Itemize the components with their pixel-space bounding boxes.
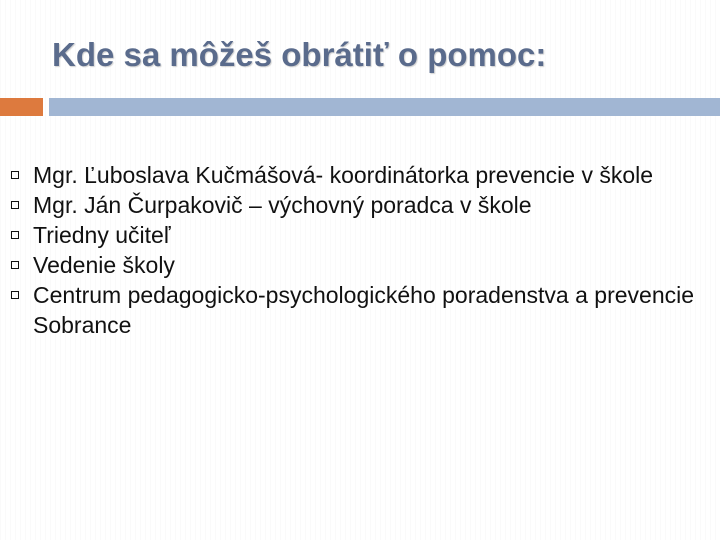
square-bullet-icon xyxy=(11,261,19,269)
square-bullet-icon xyxy=(11,171,19,179)
list-item-text: Centrum pedagogicko-psychologického poradenstva a prevencie Sobrance xyxy=(33,282,695,338)
list-item-text: Mgr. Ján Čurpakovič – výchovný poradca v škole xyxy=(33,192,532,218)
list-item xyxy=(0,220,720,250)
title-divider-bar xyxy=(49,98,720,116)
list-item xyxy=(0,280,720,340)
list-item xyxy=(0,250,720,280)
list-item xyxy=(0,160,720,190)
bullet-list xyxy=(0,160,720,340)
title-accent-bar xyxy=(0,98,43,116)
square-bullet-icon xyxy=(11,201,19,209)
square-bullet-icon xyxy=(11,231,19,239)
list-item xyxy=(0,190,720,220)
list-item-text: Triedny učiteľ xyxy=(33,222,171,248)
list-item-text: Mgr. Ľuboslava Kučmášová- koordinátorka prevencie v škole xyxy=(33,162,654,188)
list-item-text: Vedenie školy xyxy=(33,252,175,278)
square-bullet-icon xyxy=(11,291,19,299)
slide-title: Kde sa môžeš obrátiť o pomoc: xyxy=(52,36,547,73)
